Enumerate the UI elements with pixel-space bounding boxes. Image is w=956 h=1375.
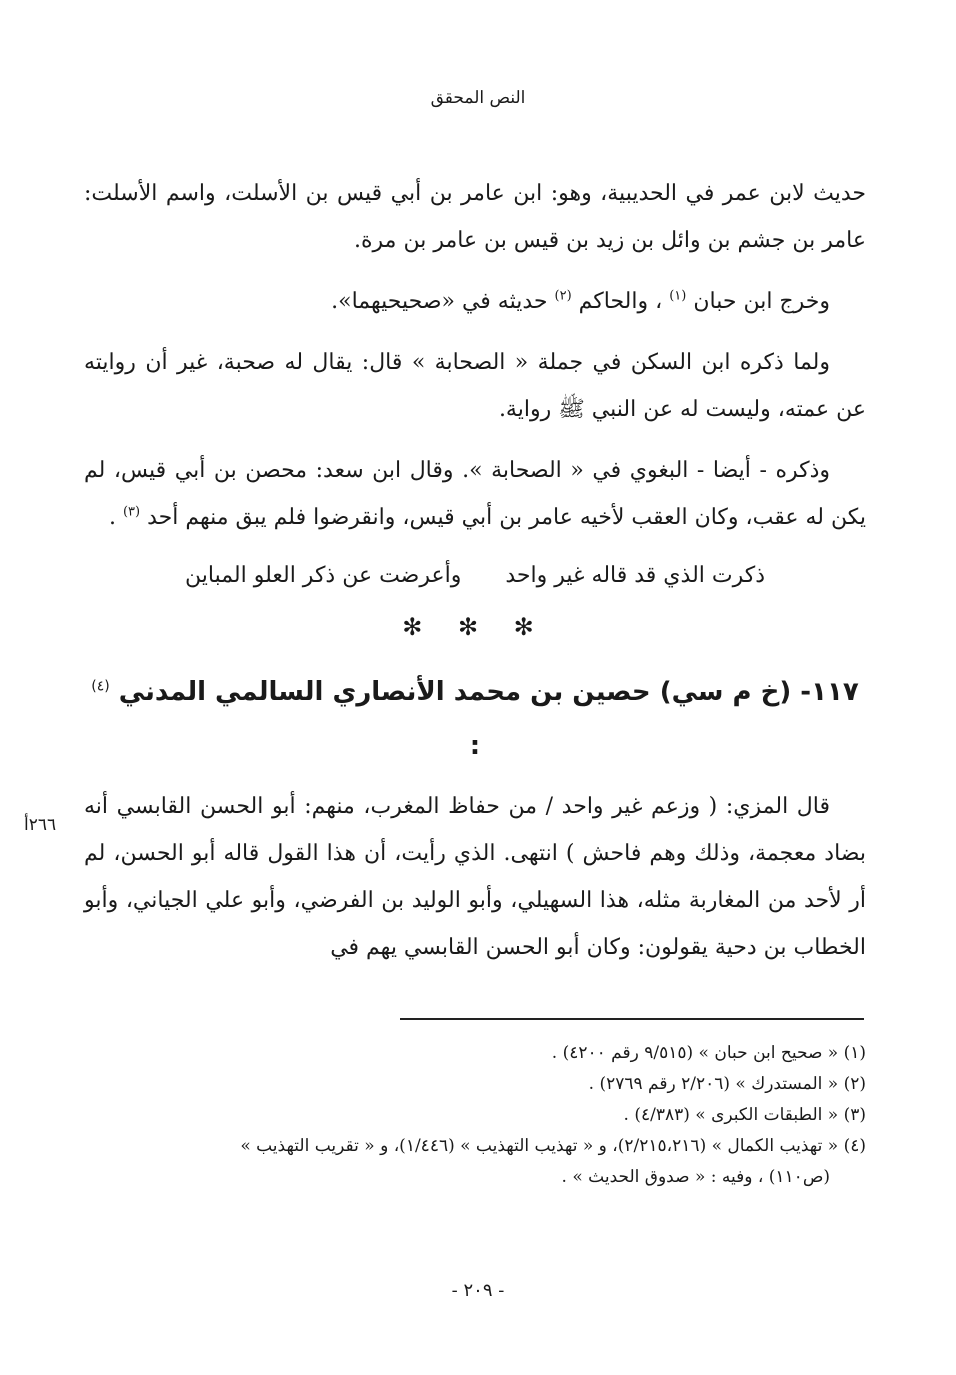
paragraph-2-part-b: ، والحاكم <box>578 289 663 314</box>
footnote-3: (٣) « الطبقات الكبرى » (٤/٣٨٣) . <box>623 1105 866 1125</box>
paragraph-1: حديث لابن عمر في الحديبية، وهو: ابن عامر بن أبي قيس بن الأسلت، واسم الأسلت: عامر بن جشم بن وائل بن زيد بن قيس بن عامر بن مرة. <box>84 181 866 253</box>
paragraph-3: ولما ذكره ابن السكن في جملة « الصحابة » قال: يقال له صحبة، غير أن روايته عن عمته، وليست له عن النبي ﷺ رواية. <box>84 350 866 422</box>
entry-heading-colon: : <box>469 731 481 761</box>
page-number: - ٢٠٩ - <box>451 1280 505 1301</box>
verse-first-hemistich: ذكرت الذي قد قاله غير واحد <box>505 563 765 588</box>
footnote-ref-4: (٤) <box>91 678 110 695</box>
footnotes <box>84 1038 866 1193</box>
entry-heading-text: ١١٧- (خ م سي) حصين بن محمد الأنصاري السالمي المدني <box>118 677 859 707</box>
footnote-1: (١) « صحيح ابن حبان » (٩/٥١٥ رقم ٤٢٠٠) . <box>551 1043 866 1063</box>
paragraph-2 <box>84 278 866 325</box>
paragraph-4-part-a: وذكره - أيضا - البغوي في « الصحابة ». وقال ابن سعد: محصن بن أبي قيس، لم يكن له عقب، وكان العقب لأخيه عامر بن أبي قيس، وانقرضوا فلم يبق منهم أحد <box>84 458 866 530</box>
paragraph-2-part-a: وخرج ابن حبان <box>693 289 830 314</box>
footnote-ref-2: (٢) <box>554 288 572 304</box>
running-head: النص المحقق <box>430 88 526 108</box>
entry-text: قال المزي: ( وزعم غير واحد / من حفاظ المغرب، منهم: أبو الحسن القابسي أنه بضاد معجمة، وذلك وهم فاحش ) انتهى. الذي رأيت، أن هذا القول قاله أبو الحسن، لم أر لأحد من المغاربة مثله، هذا السهيلي، وأبو الوليد بن الفرضي، وأبو علي الجياني، وأبو الخطاب بن دحية يقولون: وكان أبو الحسن القابسي يهم في <box>84 794 866 960</box>
footnote-4-continued: (ص١١٠) ، وفيه : « صدوق الحديث » . <box>561 1167 830 1187</box>
paragraph-4-part-b: . <box>108 505 116 530</box>
verse-second-hemistich: وأعرضت عن ذكر العلو المباين <box>185 563 462 588</box>
footnote-ref-1: (١) <box>669 288 687 304</box>
footnote-4: (٤) « تهذيب الكمال » (٢/٢١٥،٢١٦)، و « تهذيب التهذيب » (١/٤٤٦)، و « تقريب التهذيب » <box>240 1136 866 1156</box>
main-text <box>84 170 866 985</box>
poetry-verse <box>84 555 866 597</box>
footnote-2: (٢) « المستدرك » (٢/٢٠٦ رقم ٢٧٦٩) . <box>588 1074 866 1094</box>
paragraph-4 <box>84 447 866 541</box>
manuscript-folio-ref: ٢٦٦أ <box>24 815 57 835</box>
footnote-divider <box>400 1018 864 1020</box>
paragraph-2-part-c: حديثه في «صحيحيهما». <box>331 289 548 314</box>
entry-heading <box>84 665 866 773</box>
footnote-ref-3: (٣) <box>122 504 141 520</box>
section-separator: ✻ ✻ ✻ <box>402 613 548 641</box>
